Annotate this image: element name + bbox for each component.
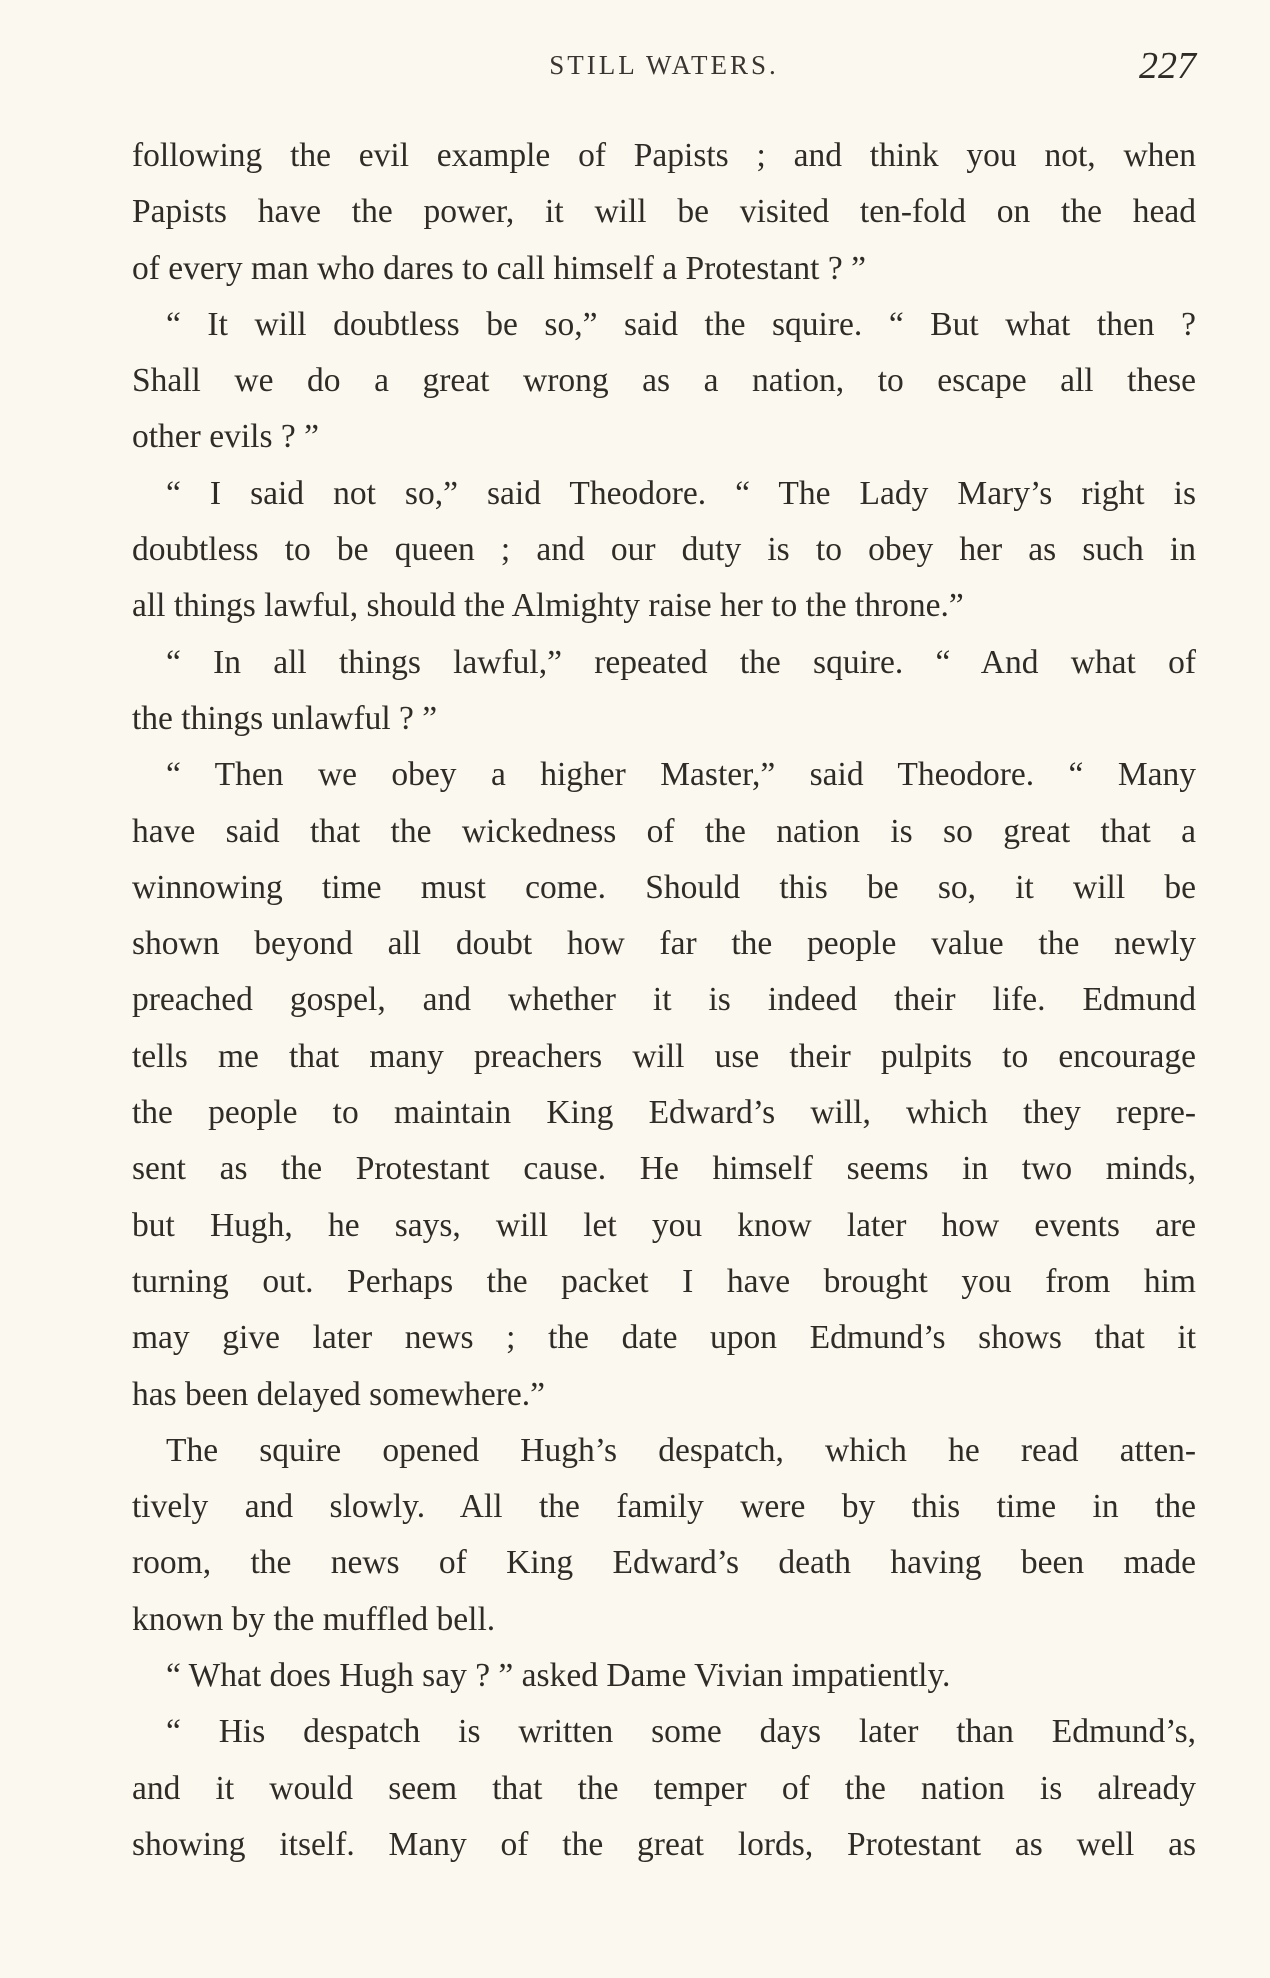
text-line: “ Then we obey a higher Master,” said Theodore. “ Many [166,756,1196,794]
text-line: winnowing time must come. Should this be so, it will be [132,868,1196,906]
text-line: Papists have the power, it will be visited ten-fold on the head [132,193,1196,231]
text-line: “ In all things lawful,” repeated the squire. “ And what of [166,643,1196,681]
text-line: and it would seem that the temper of the nation is already [132,1769,1196,1807]
text-line: the things unlawful ? ” [132,699,438,737]
text-line: all things lawful, should the Almighty raise her to the throne.” [132,587,964,625]
text-line: other evils ? ” [132,418,319,456]
text-line: showing itself. Many of the great lords, Protestant as well as [132,1825,1196,1863]
text-line: room, the news of King Edward’s death having been made [132,1544,1196,1582]
text-line: tively and slowly. All the family were by this time in the [132,1488,1196,1526]
body-text [132,128,1196,1873]
text-line: “ What does Hugh say ? ” asked Dame Vivian impatiently. [166,1657,951,1695]
text-line: turning out. Perhaps the packet I have brought you from him [132,1262,1196,1300]
text-line: shown beyond all doubt how far the people value the newly [132,925,1196,963]
text-line: have said that the wickedness of the nation is so great that a [132,812,1196,850]
text-line: but Hugh, he says, will let you know later how events are [132,1206,1196,1244]
text-line: following the evil example of Papists ; and think you not, when [132,137,1196,174]
text-line: preached gospel, and whether it is indeed their life. Edmund [132,981,1196,1019]
text-line: of every man who dares to call himself a Protestant ? ” [132,249,866,287]
page-number: 227 [1139,45,1196,87]
text-line: the people to maintain King Edward’s will, which they repre- [132,1094,1196,1132]
text-line: known by the muffled bell. [132,1600,496,1638]
running-title: STILL WATERS. [549,50,779,80]
text-line: “ It will doubtless be so,” said the squire. “ But what then ? [166,305,1196,343]
text-line: “ I said not so,” said Theodore. “ The Lady Mary’s right is [166,474,1196,512]
text-line: doubtless to be queen ; and our duty is to obey her as such in [132,531,1196,569]
text-line: may give later news ; the date upon Edmund’s shows that it [132,1319,1196,1357]
running-header [132,44,1196,94]
text-line: “ His despatch is written some days later than Edmund’s, [166,1713,1196,1751]
text-line: tells me that many preachers will use their pulpits to encourage [132,1037,1196,1075]
text-line: Shall we do a great wrong as a nation, to escape all these [132,362,1196,400]
text-line: The squire opened Hugh’s despatch, which he read atten- [166,1431,1196,1469]
text-line: has been delayed somewhere.” [132,1375,545,1413]
text-line: sent as the Protestant cause. He himself seems in two minds, [132,1150,1196,1188]
